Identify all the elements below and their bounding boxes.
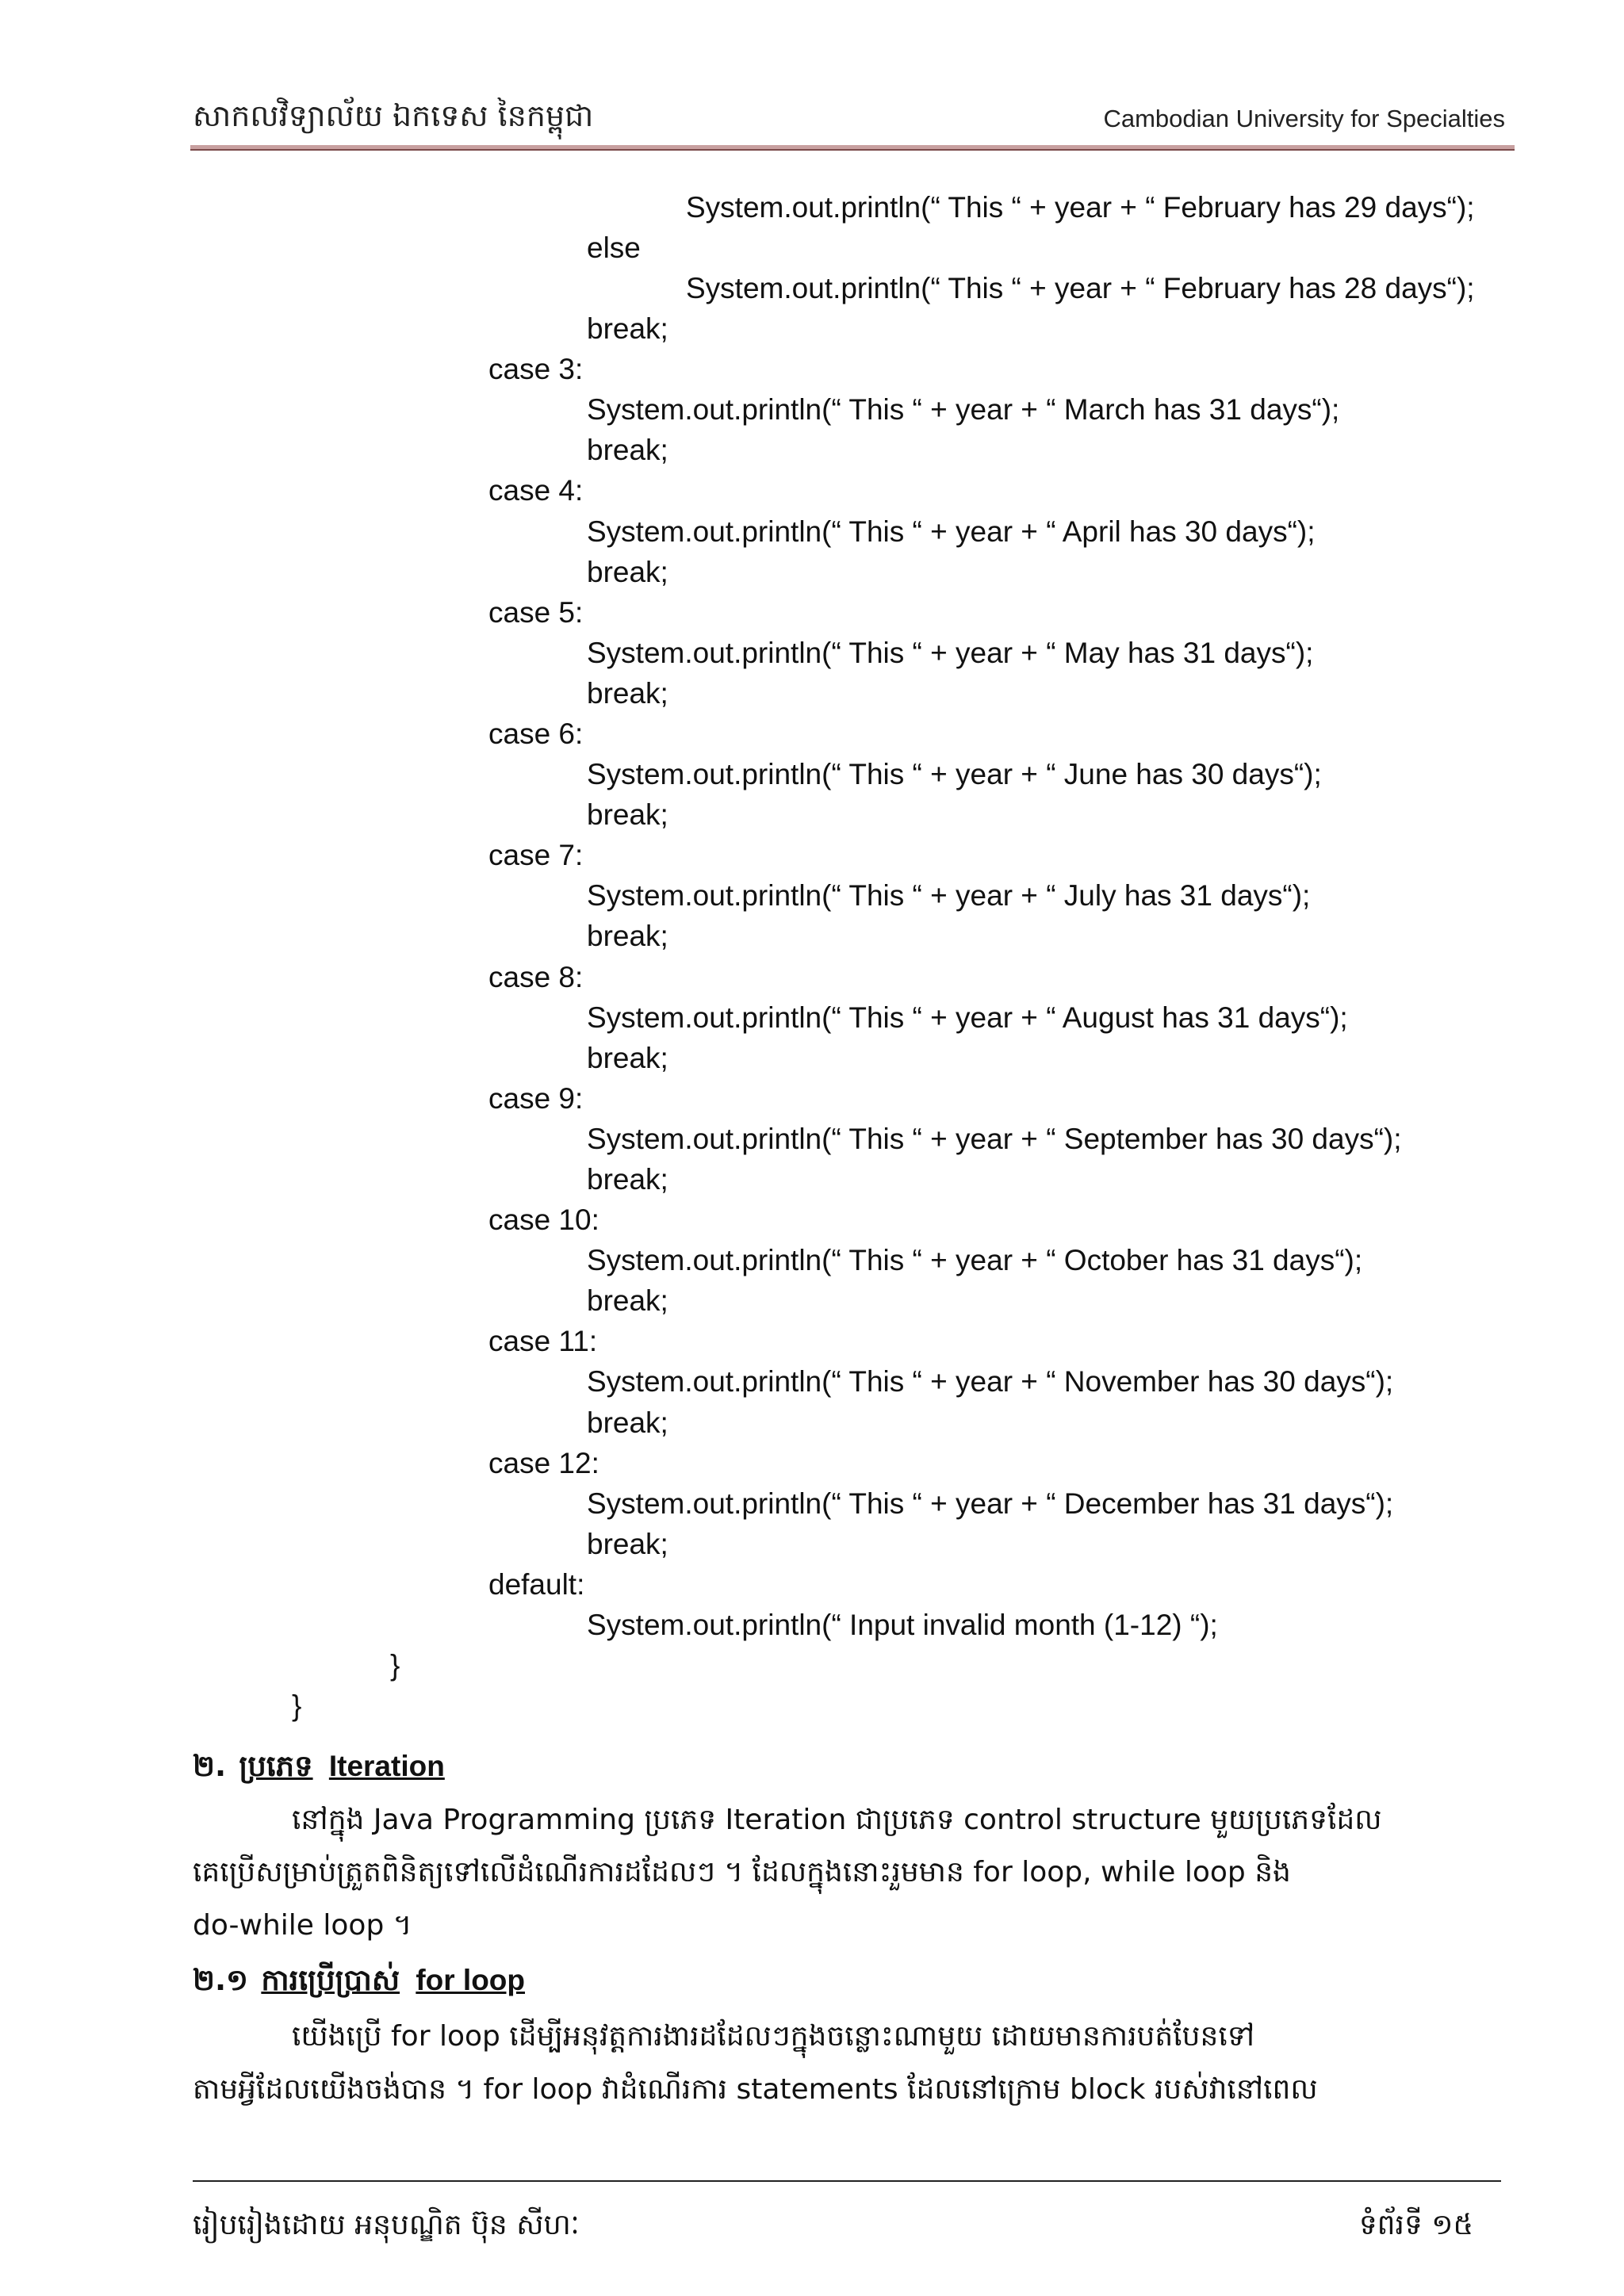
code-line: break; [587,1528,668,1560]
code-line: System.out.println(“ This “ + year + “ May has 31 days“); [587,637,1314,669]
code-line: System.out.println(“ This “ + year + “ February has 28 days“); [686,272,1475,304]
code-line: } [390,1649,400,1682]
code-line: System.out.println(“ This “ + year + “ March has 31 days“); [587,393,1340,426]
paragraph-line: យើងប្រើ for loop ដើម្បីអនុវត្តការងារដដែលៗក្នុងចន្លោះណាមួយ ដោយមានការបត់បែនទៅ [292,2020,1255,2053]
section-heading-for-loop [193,1962,525,2005]
code-line: System.out.println(“ This “ + year + “ June has 30 days“); [587,758,1322,790]
paragraph-line: នៅក្នុង Java Programming ប្រភេទ Iteration ជាប្រភេទ control structure មួយប្រភេទដែល [292,1804,1382,1836]
code-line: System.out.println(“ This “ + year + “ November has 30 days“); [587,1365,1394,1398]
code-line: else [587,232,641,264]
code-line: case 6: [488,718,584,750]
footer-divider [193,2180,1501,2182]
code-line: break; [587,556,668,588]
code-line: System.out.println(“ This “ + year + “ December has 31 days“); [587,1487,1394,1520]
code-line: case 7: [488,839,584,871]
paragraph-line: តាមអ្វីដែលយើងចង់បាន ។ for loop វាដំណើរការ statements ដែលនៅក្រោម block របស់វានៅពេល [193,2073,1318,2106]
code-line: break; [587,920,668,952]
code-line: case 8: [488,961,584,993]
code-line: case 5: [488,596,584,629]
paragraph-line: គេប្រើសម្រាប់ត្រួតពិនិត្យទៅលើដំណើរការដដែលៗ ។ ដែលក្នុងនោះរួមមាន for loop, while loop និង [193,1856,1291,1888]
university-name-khmer: សាកលវិទ្យាល័យ ឯកទេស នៃកម្ពុជា [193,98,594,133]
header-divider [190,145,1515,151]
code-line: break; [587,1406,668,1439]
code-line: break; [587,798,668,831]
section-number: ២.១ [193,1963,249,1997]
section-title-english: for loop [416,1964,526,1996]
section-title-english: Iteration [328,1750,445,1782]
code-line: System.out.println(“ Input invalid month (1-12) “); [587,1609,1218,1641]
code-line: case 9: [488,1082,584,1115]
code-line: default: [488,1568,585,1601]
code-line: case 10: [488,1203,599,1236]
code-line: break; [587,434,668,466]
code-line: System.out.println(“ This “ + year + “ July has 31 days“); [587,879,1311,912]
code-line: case 3: [488,353,584,385]
university-name-english: Cambodian University for Specialties [1103,105,1505,132]
section-title-khmer: ប្រភេទ [239,1749,313,1783]
section-number: ២. [193,1749,227,1783]
code-line: System.out.println(“ This “ + year + “ August has 31 days“); [587,1001,1348,1034]
code-line: case 4: [488,474,584,507]
code-line: break; [587,312,668,345]
page-number: ទំព័រទី ១៥ [1358,2209,1473,2241]
code-line: break; [587,1163,668,1196]
author-credit: រៀបរៀងដោយ អនុបណ្ឌិត ប៊ុន សីហៈ [193,2209,580,2241]
code-line: break; [587,1042,668,1074]
code-line: System.out.println(“ This “ + year + “ April has 30 days“); [587,515,1316,548]
paragraph-line: do-while loop ។ [193,1909,412,1942]
code-line: } [292,1689,302,1722]
code-line: System.out.println(“ This “ + year + “ September has 30 days“); [587,1123,1402,1155]
section-title-khmer: ការប្រើប្រាស់ [261,1963,400,1997]
section-heading-iteration [193,1748,445,1791]
code-line: case 11: [488,1325,598,1357]
code-line: break; [587,677,668,710]
code-line: System.out.println(“ This “ + year + “ October has 31 days“); [587,1244,1363,1276]
code-line: case 12: [488,1447,599,1479]
code-line: System.out.println(“ This “ + year + “ February has 29 days“); [686,191,1475,224]
code-line: break; [587,1284,668,1317]
